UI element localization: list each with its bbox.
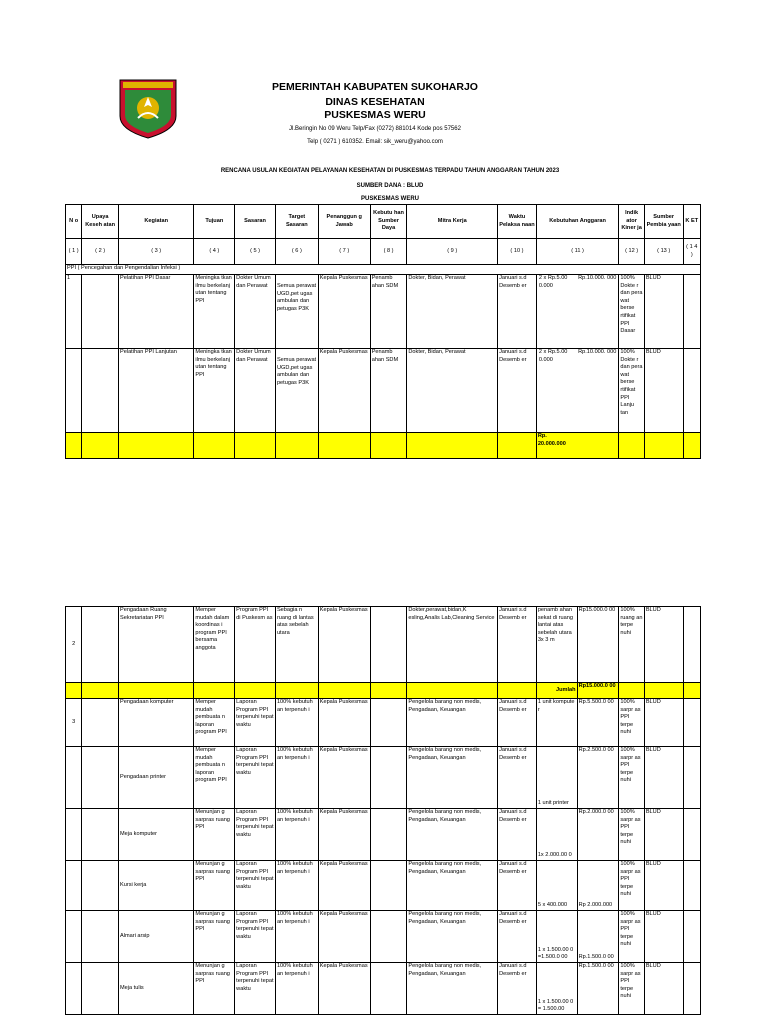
anggaran-rincian: penamb ahan sekat di ruang lantai atas sebelah utara 3x 3 m (536, 607, 577, 683)
column-header: Upaya Keseh atan (82, 205, 119, 239)
empty-cell (619, 433, 644, 459)
anggaran-total: Rp.1.500.0 00 (577, 911, 619, 963)
column-number: ( 3 ) (118, 239, 193, 265)
upaya-cell (82, 747, 119, 809)
kegiatan-cell: Pengadaan printer (118, 747, 193, 809)
anggaran-total: Rp.10.000. 000 (578, 349, 617, 355)
empty-cell (318, 433, 370, 459)
sumber-daya-cell (370, 809, 407, 861)
contact-line: Telp ( 0271 ) 610352. Email: sik_weru@yahoo.com (307, 139, 443, 145)
jumlah-row (66, 683, 701, 699)
column-number: ( 10 ) (498, 239, 537, 265)
waktu-cell: Januari s.d Desemb er (498, 911, 537, 963)
column-number: ( 5 ) (235, 239, 276, 265)
empty-cell (683, 433, 700, 459)
empty-cell (275, 683, 318, 699)
column-header: Sumber Pembia yaan (644, 205, 683, 239)
anggaran-total: Rp 2.000.000 (577, 861, 619, 911)
table-row (66, 699, 701, 747)
sasaran-cell: Laporan Program PPI terpenuhi tepat waktu (235, 963, 276, 1015)
header-row (66, 205, 701, 239)
address-line: Jl.Beringin No 09 Weru Telp/Fax (0272) 881014 Kode pos 57562 (289, 126, 461, 132)
kegiatan-cell: Meja tulis (118, 963, 193, 1015)
row-number (66, 963, 82, 1015)
table-row (66, 747, 701, 809)
penanggung-jawab-cell: Kepala Puskesmas (318, 699, 370, 747)
ket-cell (683, 861, 700, 911)
sumber-daya-cell (370, 911, 407, 963)
tujuan-cell: Menunjan g sarpras ruang PPI (194, 861, 235, 911)
upaya-cell (82, 809, 119, 861)
mitra-cell: Pengelola barang non medis, Pengadaan, Keuangan (407, 747, 498, 809)
anggaran-cell (536, 275, 619, 349)
empty-cell (194, 683, 235, 699)
column-number: ( 2 ) (82, 239, 119, 265)
empty-cell (498, 433, 537, 459)
column-number: ( 8 ) (370, 239, 407, 265)
penanggung-jawab-cell: Kepala Puskesmas (318, 747, 370, 809)
sasaran-cell: Dokter Umum dan Perawat (235, 349, 276, 433)
target-cell: 100% kebutuh an terpenuh i (275, 911, 318, 963)
empty-cell (370, 683, 407, 699)
ket-cell (683, 809, 700, 861)
upaya-cell (82, 349, 119, 433)
sumber-pembiayaan-cell: BLUD (644, 963, 683, 1015)
upaya-cell (82, 861, 119, 911)
empty-cell (407, 683, 498, 699)
anggaran-total: Rp.10.000. 000 (578, 275, 617, 281)
ket-cell (683, 699, 700, 747)
dept-title: DINAS KESEHATAN (325, 96, 425, 108)
sumber-pembiayaan-cell: BLUD (644, 275, 683, 349)
tujuan-cell: Memper mudah pembuata n laporan program PPI (194, 699, 235, 747)
total-value: Rp. 20.000.000 (537, 433, 566, 447)
sumber-pembiayaan-cell: BLUD (644, 747, 683, 809)
sasaran-cell: Laporan Program PPI terpenuhi tepat waktu (235, 809, 276, 861)
empty-cell (644, 683, 683, 699)
target-cell: 100% kebutuh an terpenuh i (275, 747, 318, 809)
empty-cell (82, 683, 119, 699)
upaya-cell (82, 607, 119, 683)
sumber-pembiayaan-cell: BLUD (644, 809, 683, 861)
anggaran-total: Rp.1.500.0 00 (577, 963, 619, 1015)
target-cell: 100% kebutuh an terpenuh i (275, 699, 318, 747)
sumber-pembiayaan-cell: BLUD (644, 607, 683, 683)
empty-cell (275, 433, 318, 459)
column-number: ( 12 ) (619, 239, 644, 265)
ket-cell (683, 963, 700, 1015)
empty-cell (235, 433, 276, 459)
column-header: Mitra Kerja (407, 205, 498, 239)
empty-cell (66, 433, 82, 459)
anggaran-total: Rp.2.000.0 00 (577, 809, 619, 861)
upaya-cell (82, 699, 119, 747)
sumber-daya-cell (370, 607, 407, 683)
anggaran-rincian: 1 x 1.500.00 0 =1.500.0 00 (536, 911, 577, 963)
column-number: ( 4 ) (194, 239, 235, 265)
column-header: Penanggun g Jawab (318, 205, 370, 239)
mitra-cell: Dokter, Bidan, Perawat (407, 275, 498, 349)
column-header: N o (66, 205, 82, 239)
row-number (66, 861, 82, 911)
tujuan-cell: Menunjan g sarpras ruang PPI (194, 963, 235, 1015)
kegiatan-cell: Pengadaan Ruang Sekretariatan PPI (118, 607, 193, 683)
sasaran-cell: Laporan Program PPI terpenuhi tepat waktu (235, 911, 276, 963)
empty-cell (498, 683, 537, 699)
jumlah-label: Jumlah (536, 683, 577, 699)
sasaran-cell: Program PPI di Puskesm as (235, 607, 276, 683)
document-title: RENCANA USULAN KEGIATAN PELAYANAN KESEHATAN DI PUSKESMAS TERPADU TAHUN ANGGARAN TAHUN 2023 (220, 168, 560, 174)
kegiatan-cell: Meja komputer (118, 809, 193, 861)
penanggung-jawab-cell: Kepala Puskesmas (318, 607, 370, 683)
empty-cell (683, 683, 700, 699)
table-row (66, 963, 701, 1015)
ket-cell (683, 349, 700, 433)
target-cell: Sebagia n ruang di lantas atas sebelah utara (275, 607, 318, 683)
waktu-cell: Januari s.d Desemb er (498, 607, 537, 683)
column-header: Kegiatan (118, 205, 193, 239)
empty-cell (118, 683, 193, 699)
row-number: 1 (66, 275, 82, 349)
column-header: Target Sasaran (275, 205, 318, 239)
table-row (66, 349, 701, 433)
penanggung-jawab-cell: Kepala Puskesmas (318, 911, 370, 963)
empty-cell (118, 433, 193, 459)
jumlah-value: Rp15.000.0 00 (577, 683, 619, 699)
waktu-cell: Januari s.d Desemb er (498, 699, 537, 747)
upaya-cell (82, 275, 119, 349)
column-header: Sasaran (235, 205, 276, 239)
kegiatan-cell: Pelatihan PPI Lanjutan (118, 349, 193, 433)
table-row (66, 861, 701, 911)
kabupaten-logo (118, 78, 178, 140)
kegiatan-cell: Kursi kerja (118, 861, 193, 911)
mitra-cell: Dokter,perawat,bidan,K esling,Analis Lab,Cleaning Service (407, 607, 498, 683)
column-number: ( 13 ) (644, 239, 683, 265)
column-header: Waktu Pelaksa naan (498, 205, 537, 239)
tujuan-cell: Menunjan g sarpras ruang PPI (194, 911, 235, 963)
sumber-daya-cell: Penamb ahan SDM (370, 275, 407, 349)
indikator-cell: 100% Dokte r dan pera wat berse rtifikat PPI Lanju tan (619, 349, 644, 433)
sasaran-cell: Laporan Program PPI terpenuhi tepat waktu (235, 747, 276, 809)
mitra-cell: Pengelola barang non medis, Pengadaan, Keuangan (407, 809, 498, 861)
mitra-cell: Pengelola barang non medis, Pengadaan, Keuangan (407, 699, 498, 747)
empty-cell (66, 683, 82, 699)
empty-cell (407, 433, 498, 459)
anggaran-rincian: 1x 2.000.00 0 (536, 809, 577, 861)
kegiatan-cell: Almari arsip (118, 911, 193, 963)
column-number: ( 11 ) (536, 239, 619, 265)
anggaran-cell (536, 349, 619, 433)
empty-cell (619, 683, 644, 699)
empty-cell (318, 683, 370, 699)
anggaran-total: Rp.5.500.0 00 (577, 699, 619, 747)
upaya-cell (82, 911, 119, 963)
tujuan-cell: Memper mudah pembuata n laporan program PPI (194, 747, 235, 809)
activity-table-bottom (65, 606, 701, 1015)
ket-cell (683, 607, 700, 683)
row-number (66, 747, 82, 809)
empty-cell (370, 433, 407, 459)
indikator-cell: 100% Dokte r dan pera wat berse rtifikat PPI Dasar (619, 275, 644, 349)
sumber-dana: SUMBER DANA : BLUD (356, 183, 424, 189)
sumber-daya-cell (370, 963, 407, 1015)
sumber-daya-cell (370, 861, 407, 911)
target-cell: 100% kebutuh an terpenuh i (275, 809, 318, 861)
column-number-row (66, 239, 701, 265)
target-cell: 100% kebutuh an terpenuh i (275, 861, 318, 911)
mitra-cell: Pengelola barang non medis, Pengadaan, Keuangan (407, 861, 498, 911)
empty-cell (194, 433, 235, 459)
activity-table-top (65, 204, 701, 459)
column-header: Tujuan (194, 205, 235, 239)
column-header: Kebutuhan Anggaran (536, 205, 619, 239)
indikator-cell: 100% sarpr as PPI terpe nuhi (619, 747, 644, 809)
puskesmas-title: PUSKESMAS WERU (324, 109, 426, 121)
puskesmas-subtitle: PUSKESMAS WERU (360, 196, 419, 202)
column-number: ( 6 ) (275, 239, 318, 265)
target-cell: 100% kebutuh an terpenuh i (275, 963, 318, 1015)
mitra-cell: Dokter, Bidan, Perawat (407, 349, 498, 433)
row-number (66, 349, 82, 433)
indikator-cell: 100% sarpr as PPI terpe nuhi (619, 809, 644, 861)
sumber-daya-cell (370, 699, 407, 747)
indikator-cell: 100% sarpr as PPI terpe nuhi (619, 963, 644, 1015)
penanggung-jawab-cell: Kepala Puskesmas (318, 861, 370, 911)
row-number (66, 911, 82, 963)
penanggung-jawab-cell: Kepala Puskesmas (318, 349, 370, 433)
sumber-pembiayaan-cell: BLUD (644, 861, 683, 911)
waktu-cell: Januari s.d Desemb er (498, 747, 537, 809)
waktu-cell: Januari s.d Desemb er (498, 861, 537, 911)
upaya-cell (82, 963, 119, 1015)
anggaran-rincian: 1 x 1.500.00 0 = 1.500.00 (536, 963, 577, 1015)
column-number: ( 1 4 ) (683, 239, 700, 265)
indikator-cell: 100% ruang an terpe nuhi (619, 607, 644, 683)
sumber-pembiayaan-cell: BLUD (644, 349, 683, 433)
kegiatan-cell: Pengadaan komputer (118, 699, 193, 747)
anggaran-rincian: 1 unit printer (536, 747, 577, 809)
ket-cell (683, 911, 700, 963)
table-row (66, 275, 701, 349)
anggaran-rincian: 2 x Rp.5.00 0.000 (538, 275, 568, 289)
tujuan-cell: Meningka tkan ilmu berkelanj utan tentang PPI (194, 349, 235, 433)
tujuan-cell: Menunjan g sarpras ruang PPI (194, 809, 235, 861)
sasaran-cell: Laporan Program PPI terpenuhi tepat waktu (235, 699, 276, 747)
total-cell (536, 433, 619, 459)
sumber-daya-cell: Penamb ahan SDM (370, 349, 407, 433)
ket-cell (683, 747, 700, 809)
mitra-cell: Pengelola barang non medis, Pengadaan, Keuangan (407, 911, 498, 963)
gov-title: PEMERINTAH KABUPATEN SUKOHARJO (272, 81, 478, 93)
tujuan-cell: Memper mudah dalam koordinas i program PPI bersama anggota (194, 607, 235, 683)
empty-cell (644, 433, 683, 459)
penanggung-jawab-cell: Kepala Puskesmas (318, 809, 370, 861)
sasaran-cell: Dokter Umum dan Perawat (235, 275, 276, 349)
table-row (66, 809, 701, 861)
empty-cell (82, 433, 119, 459)
indikator-cell: 100% sarpr as PPI terpe nuhi (619, 861, 644, 911)
column-header: Indik ator Kiner ja (619, 205, 644, 239)
target-cell: Semua perawat UGD,pet ugas ambulan dan petugas P3K (275, 275, 318, 349)
kegiatan-cell: Pelatihan PPI Dasar (118, 275, 193, 349)
anggaran-rincian: 5 x 400.000 (536, 861, 577, 911)
column-number: ( 1 ) (66, 239, 82, 265)
column-header: Kebutu han Sumber Daya (370, 205, 407, 239)
total-row (66, 433, 701, 459)
sasaran-cell: Laporan Program PPI terpenuhi tepat waktu (235, 861, 276, 911)
section-title: PPI ( Pencegahan dan Pengendalian Infeksi ) (66, 265, 701, 275)
indikator-cell: 100% sarpr as PPI terpe nuhi (619, 699, 644, 747)
anggaran-rincian: 2 x Rp.5.00 0.000 (538, 349, 568, 363)
anggaran-total: Rp.2.500.0 00 (577, 747, 619, 809)
row-number (66, 809, 82, 861)
tujuan-cell: Meningka tkan ilmu berkelanj utan tentang PPI (194, 275, 235, 349)
empty-cell (235, 683, 276, 699)
table-row (66, 607, 701, 683)
sumber-pembiayaan-cell: BLUD (644, 699, 683, 747)
waktu-cell: Januari s.d Desemb er (498, 809, 537, 861)
penanggung-jawab-cell: Kepala Puskesmas (318, 963, 370, 1015)
column-number: ( 9 ) (407, 239, 498, 265)
row-number: 2 (66, 607, 82, 683)
indikator-cell: 100% sarpr as PPI terpe nuhi (619, 911, 644, 963)
ket-cell (683, 275, 700, 349)
column-number: ( 7 ) (318, 239, 370, 265)
target-cell: Semua perawat UGD,pet ugas ambulan dan petugas P3K (275, 349, 318, 433)
row-number: 3 (66, 699, 82, 747)
column-header: K ET (683, 205, 700, 239)
waktu-cell: Januari s.d Desemb er (498, 349, 537, 433)
anggaran-rincian: 1 unit kompute r (536, 699, 577, 747)
waktu-cell: Januari s.d Desemb er (498, 275, 537, 349)
sumber-daya-cell (370, 747, 407, 809)
sumber-pembiayaan-cell: BLUD (644, 911, 683, 963)
mitra-cell: Pengelola barang non medis, Pengadaan, Keuangan (407, 963, 498, 1015)
table-row (66, 911, 701, 963)
anggaran-total: Rp15.000.0 00 (577, 607, 619, 683)
section-row (66, 265, 701, 275)
waktu-cell: Januari s.d Desemb er (498, 963, 537, 1015)
penanggung-jawab-cell: Kepala Puskesmas (318, 275, 370, 349)
